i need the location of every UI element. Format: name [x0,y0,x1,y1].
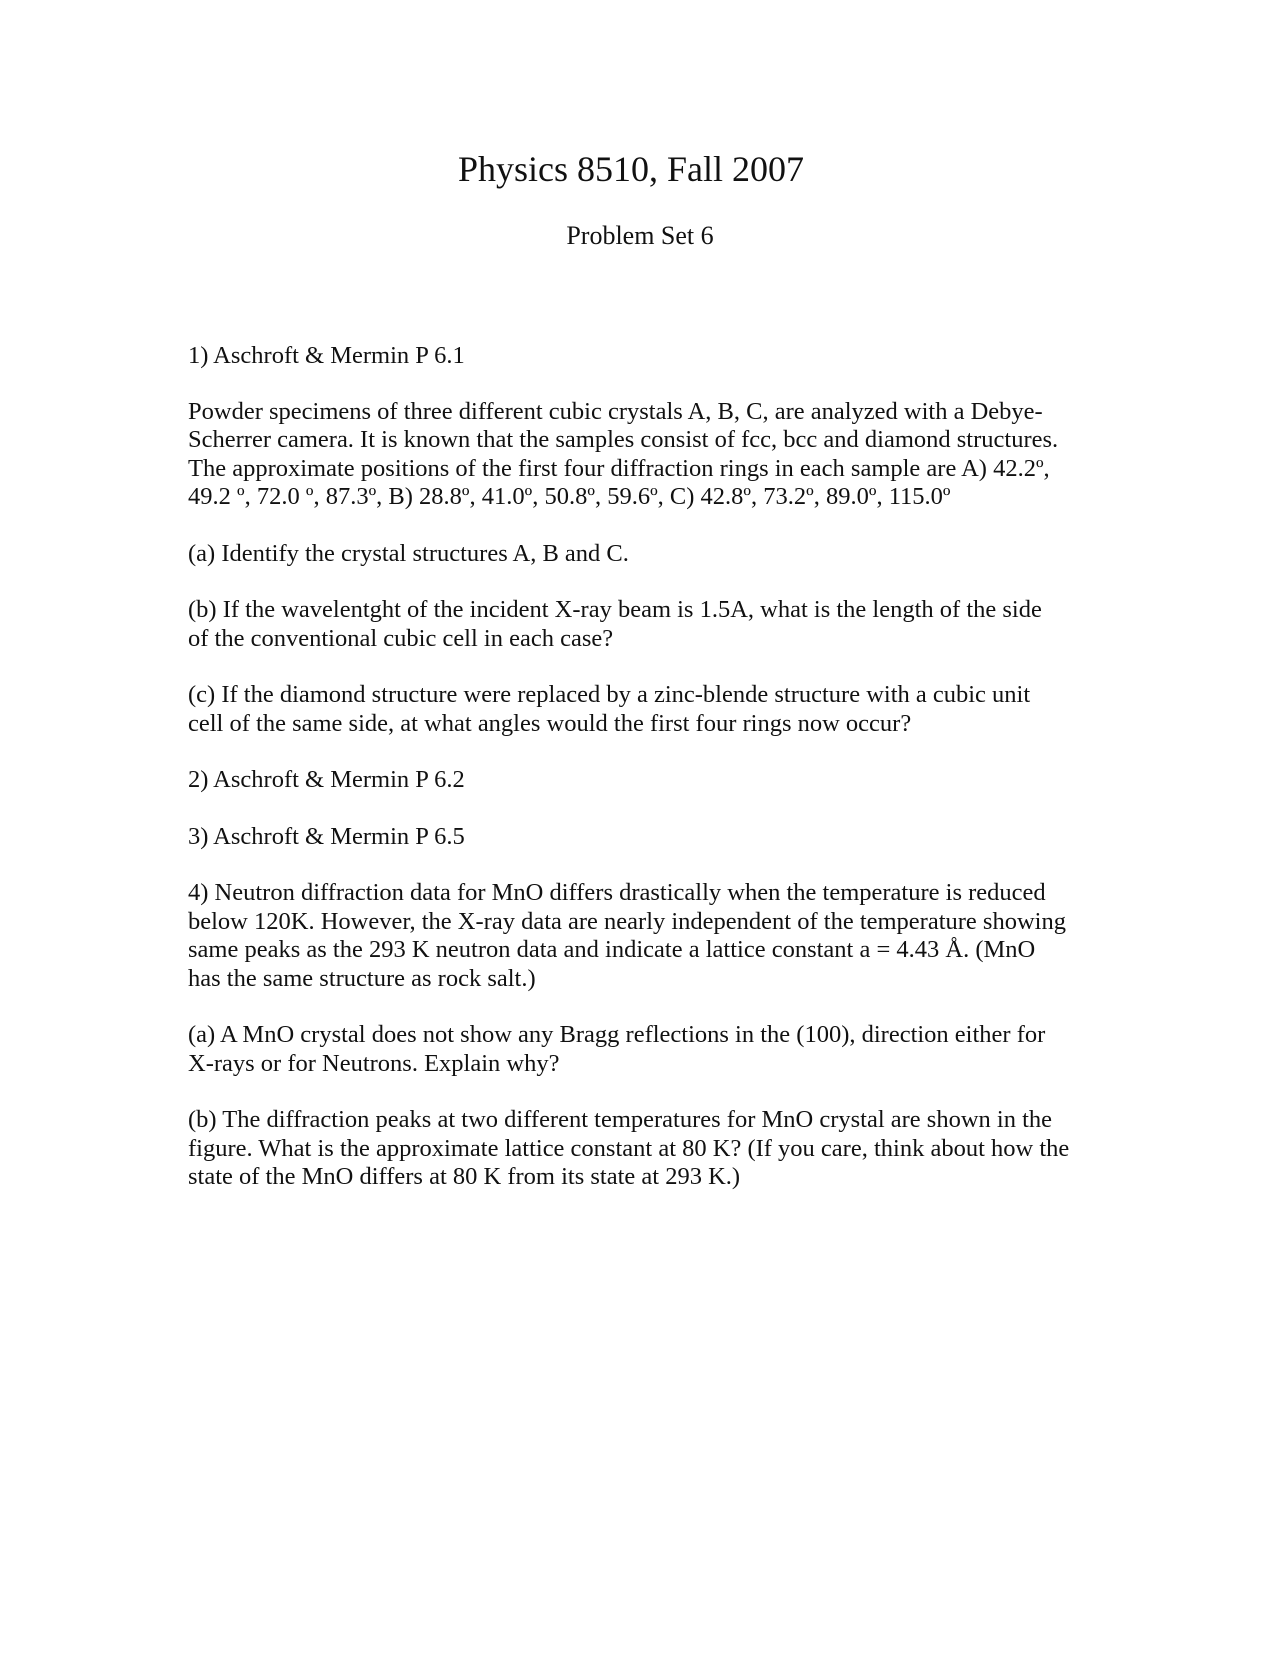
problem-1-part-a: (a) Identify the crystal structures A, B and C. [188,539,629,567]
text-line: state of the MnO differs at 80 K from its state at 293 K.) [188,1163,741,1190]
problem-4-intro [188,879,1088,993]
problem-4-part-b [188,1106,1088,1192]
page-title: Physics 8510, Fall 2007 [457,149,805,189]
problem-1-part-b [188,596,1088,653]
page-subtitle: Problem Set 6 [566,221,714,250]
text-line: has the same structure as rock salt.) [188,964,536,992]
problem-1-heading: 1) Aschroft & Mermin P 6.1 [188,342,465,369]
text-line: (b) The diffraction peaks at two different temperatures for MnO crystal are shown in the [188,1106,1053,1133]
text-line: Scherrer camera. It is known that the samples consist of fcc, bcc and diamond structures. [188,426,1059,453]
text-line: cell of the same side, at what angles would the first four rings now occur? [188,709,912,737]
text-line: 49.2 º, 72.0 º, 87.3º, B) 28.8º, 41.0º, 50.8º, 59.6º, C) 42.8º, 73.2º, 89.0º, 115.0º [188,483,951,510]
text-line: figure. What is the approximate lattice constant at 80 K? (If you care, think about how the [188,1134,1070,1162]
text-line: Powder specimens of three different cubic crystals A, B, C, are analyzed with a Debye- [188,397,1043,425]
text-line: X-rays or for Neutrons. Explain why? [188,1049,560,1077]
text-line: of the conventional cubic cell in each case? [188,624,614,652]
text-line: same peaks as the 293 K neutron data and indicate a lattice constant a = 4.43 Å. (MnO [188,936,1036,963]
problem-1-part-c [188,681,1088,738]
text-line: (c) If the diamond structure were replaced by a zinc-blende structure with a cubic unit [188,681,1031,708]
problem-2-heading: 2) Aschroft & Mermin P 6.2 [188,766,465,793]
document-body [188,342,1088,1192]
text-line: below 120K. However, the X-ray data are nearly independent of the temperature showing [188,907,1066,935]
problem-4-part-a [188,1021,1088,1078]
problem-1-intro [188,398,1088,512]
text-line: 4) Neutron diffraction data for MnO differs drastically when the temperature is reduced [188,879,1046,906]
text-line: (a) A MnO crystal does not show any Bragg reflections in the (100), direction either for [188,1021,1046,1048]
text-line: (b) If the wavelentght of the incident X-ray beam is 1.5A, what is the length of the side [188,596,1042,623]
problem-3-heading: 3) Aschroft & Mermin P 6.5 [188,822,465,850]
text-line: The approximate positions of the first four diffraction rings in each sample are A) 42.2º, [188,454,1050,482]
